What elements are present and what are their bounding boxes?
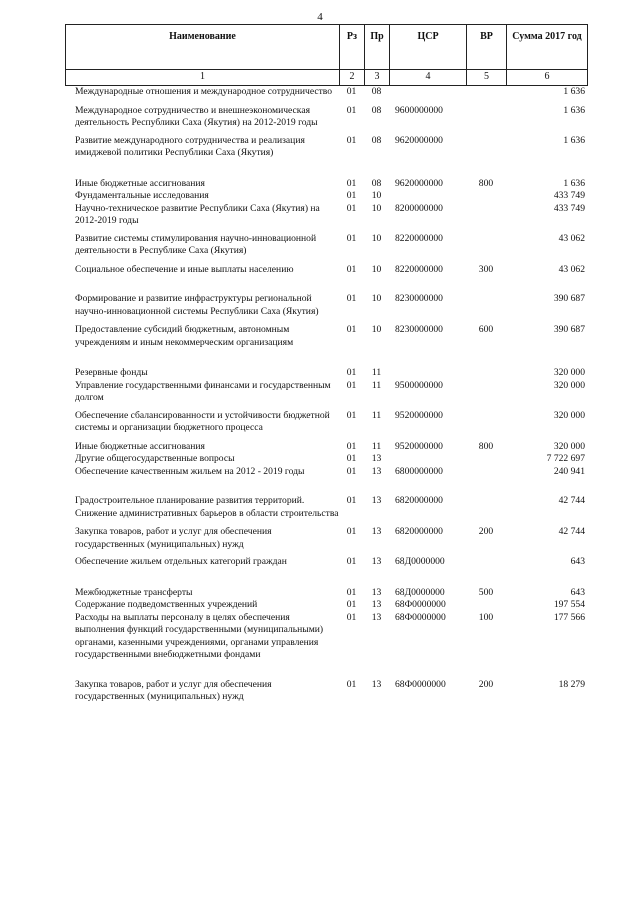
row-rz: 01: [346, 190, 357, 201]
row-csr: [389, 86, 466, 99]
row-sum: 1 636: [563, 134, 585, 146]
row-csr: 6820000000: [395, 495, 443, 506]
table-header: [65, 24, 588, 86]
row-csr: 9620000000: [395, 177, 443, 189]
row-name: Международные отношения и международное сотрудничество: [75, 86, 333, 97]
row-csr: [389, 367, 466, 380]
row-csr: 9620000000: [395, 134, 443, 146]
row-vr: 600: [478, 324, 494, 335]
row-vr: 300: [478, 263, 494, 275]
row-vr: [466, 495, 506, 520]
col-number-1: 1: [66, 70, 340, 86]
row-rz: 01: [346, 495, 357, 506]
table-row: [65, 599, 587, 612]
table-row: [65, 526, 587, 551]
budget-table: [65, 24, 587, 704]
row-csr: 68Д0000000: [395, 556, 445, 567]
row-csr: 8200000000: [395, 202, 443, 214]
row-csr: 8220000000: [395, 263, 443, 275]
row-csr: 8230000000: [395, 324, 443, 335]
table-row: [65, 178, 587, 191]
row-csr: 9520000000: [395, 409, 443, 421]
row-name: Резервные фонды: [75, 367, 148, 378]
row-rz: 01: [346, 440, 357, 452]
row-sum: 18 279: [558, 678, 585, 690]
row-vr: [466, 367, 506, 380]
row-name: Закупка товаров, работ и услуг для обеспечения государственных (муниципальных) нужд: [75, 526, 272, 550]
row-pr: 13: [371, 495, 382, 506]
row-rz: 01: [346, 263, 357, 275]
row-rz: 01: [346, 367, 357, 378]
table-row: [65, 556, 587, 569]
row-sum: 433 749: [553, 202, 585, 214]
row-sum: 43 062: [558, 263, 585, 275]
row-rz: 01: [346, 134, 357, 146]
row-name: Другие общегосударственные вопросы: [75, 453, 235, 464]
row-pr: 11: [371, 440, 382, 452]
header-sum: Сумма 2017 год: [507, 25, 588, 70]
row-sum: 197 554: [553, 599, 585, 610]
row-vr: [466, 105, 506, 130]
row-sum: 390 687: [553, 324, 585, 335]
row-name: Социальное обеспечение и иные выплаты населению: [75, 263, 294, 275]
row-pr: 10: [371, 263, 382, 275]
row-name: Иные бюджетные ассигнования: [75, 177, 205, 189]
row-name: Развитие системы стимулирования научно-инновационной деятельности в Республике Саха (Якутия): [75, 232, 317, 256]
row-csr: 8220000000: [395, 232, 443, 244]
row-name: Управление государственными финансами и государственным долгом: [75, 379, 331, 403]
row-sum: 7 722 697: [546, 453, 585, 464]
table-body: [65, 86, 587, 704]
row-sum: 177 566: [553, 611, 585, 623]
row-name: Научно-техническое развитие Республики Саха (Якутия) на 2012-2019 годы: [75, 202, 320, 226]
row-sum: 240 941: [553, 465, 585, 477]
row-csr: [389, 190, 466, 203]
row-csr: 9500000000: [395, 379, 443, 391]
row-sum: 43 062: [558, 232, 585, 244]
row-vr: [466, 466, 506, 479]
row-sum: 643: [570, 556, 585, 567]
table-row: [65, 367, 587, 380]
header-csr: ЦСР: [390, 25, 467, 70]
row-pr: 13: [371, 526, 382, 537]
row-pr: 08: [371, 177, 382, 189]
row-rz: 01: [346, 409, 357, 421]
row-pr: 13: [371, 453, 382, 464]
row-vr: [466, 410, 506, 435]
row-vr: [466, 556, 506, 569]
col-number-4: 4: [390, 70, 467, 86]
table-row: [65, 380, 587, 405]
row-name: Расходы на выплаты персоналу в целях обеспечения выполнения функций государственными (муниципальными) органами, казенными учреждениями, органами управления государственными внебюджетными фондами: [75, 611, 324, 660]
table-row: [65, 441, 587, 454]
row-rz: 01: [346, 586, 357, 598]
row-rz: 01: [346, 678, 357, 690]
table-row: [65, 612, 587, 662]
row-sum: 320 000: [553, 409, 585, 421]
table-row: [65, 203, 587, 228]
table-row: [65, 190, 587, 203]
row-name: Предоставление субсидий бюджетным, автономным учреждениям и иным некоммерческим организациям: [75, 324, 294, 348]
row-csr: 8230000000: [395, 293, 443, 304]
row-name: Обеспечение качественным жильем на 2012 - 2019 годы: [75, 465, 305, 477]
row-name: Градостроительное планирование развития территорий. Снижение административных барьеров в области строительства: [75, 495, 339, 519]
row-vr: 100: [478, 611, 494, 623]
row-csr: 6820000000: [395, 526, 443, 537]
row-vr: [466, 135, 506, 160]
row-pr: 10: [371, 232, 382, 244]
table-row: [65, 324, 587, 349]
row-vr: 800: [478, 177, 494, 189]
row-sum: 1 636: [563, 177, 585, 189]
table-row: [65, 264, 587, 277]
row-vr: [466, 86, 506, 99]
row-rz: 01: [346, 202, 357, 214]
row-vr: [466, 380, 506, 405]
row-pr: 13: [371, 599, 382, 610]
row-pr: 13: [371, 586, 382, 598]
row-name: Закупка товаров, работ и услуг для обеспечения государственных (муниципальных) нужд: [75, 678, 272, 702]
header-name: Наименование: [66, 25, 340, 70]
row-rz: 01: [346, 324, 357, 335]
table-row: [65, 410, 587, 435]
col-number-5: 5: [467, 70, 507, 86]
row-rz: 01: [346, 379, 357, 391]
page-number: 4: [317, 11, 323, 23]
row-sum: 42 744: [558, 526, 585, 537]
row-csr: [389, 453, 466, 466]
row-pr: 10: [371, 293, 382, 304]
row-vr: 500: [478, 586, 494, 598]
row-pr: 13: [371, 465, 382, 477]
row-pr: 08: [371, 86, 382, 97]
col-number-6: 6: [507, 70, 588, 86]
row-name: Развитие международного сотрудничества и реализация имиджевой политики Республики Саха (Якутия): [75, 134, 305, 158]
row-csr: 6800000000: [395, 465, 443, 477]
row-name: Межбюджетные трансферты: [75, 586, 193, 598]
row-sum: 320 000: [553, 367, 585, 378]
table-row: [65, 86, 587, 99]
row-sum: 643: [570, 586, 585, 598]
col-number-3: 3: [365, 70, 390, 86]
row-name: Иные бюджетные ассигнования: [75, 440, 205, 452]
table-row: [65, 233, 587, 258]
row-pr: 10: [371, 190, 382, 201]
row-vr: 200: [478, 526, 494, 537]
table-row: [65, 293, 587, 318]
row-rz: 01: [346, 556, 357, 567]
table-row: [65, 466, 587, 479]
row-sum: 433 749: [553, 190, 585, 201]
row-name: Обеспечение жильем отдельных категорий граждан: [75, 556, 287, 567]
row-name: Фундаментальные исследования: [75, 190, 209, 201]
row-pr: 13: [371, 556, 382, 567]
table-row: [65, 587, 587, 600]
row-sum: 1 636: [563, 86, 585, 97]
row-sum: 320 000: [553, 379, 585, 391]
row-rz: 01: [346, 526, 357, 537]
row-name: Международное сотрудничество и внешнеэкономическая деятельность Республики Саха (Якутия) на 2012-2019 годы: [75, 104, 318, 128]
row-vr: 200: [478, 678, 494, 690]
row-pr: 08: [371, 134, 382, 146]
table-row: [65, 495, 587, 520]
row-csr: 68Ф0000000: [395, 599, 446, 610]
row-rz: 01: [346, 232, 357, 244]
row-sum: 1 636: [563, 104, 585, 116]
row-pr: 13: [371, 678, 382, 690]
row-pr: 13: [371, 611, 382, 623]
row-rz: 01: [346, 465, 357, 477]
table-row: [65, 453, 587, 466]
row-rz: 01: [346, 599, 357, 610]
row-rz: 01: [346, 611, 357, 623]
row-pr: 10: [371, 324, 382, 335]
row-name: Формирование и развитие инфраструктуры региональной научно-инновационной системы Республики Саха (Якутия): [75, 293, 319, 317]
row-name: Обеспечение сбалансированности и устойчивости бюджетной системы и организации бюджетного процесса: [75, 409, 330, 433]
row-vr: [466, 190, 506, 203]
row-sum: 320 000: [553, 440, 585, 452]
table-row: [65, 135, 587, 160]
row-pr: 08: [371, 104, 382, 116]
row-sum: 390 687: [553, 293, 585, 304]
row-name: Содержание подведомственных учреждений: [75, 599, 258, 610]
row-vr: [466, 599, 506, 612]
row-vr: [466, 453, 506, 466]
row-rz: 01: [346, 453, 357, 464]
row-vr: [466, 233, 506, 258]
table-row: [65, 679, 587, 704]
row-vr: [466, 203, 506, 228]
row-csr: 68Ф0000000: [395, 678, 446, 690]
row-pr: 11: [371, 409, 382, 421]
row-vr: 800: [478, 440, 494, 452]
row-rz: 01: [346, 177, 357, 189]
row-vr: [466, 293, 506, 318]
row-pr: 10: [371, 202, 382, 214]
row-rz: 01: [346, 293, 357, 304]
table-row: [65, 105, 587, 130]
header-rz: Рз: [340, 25, 365, 70]
row-rz: 01: [346, 86, 357, 97]
header-pr: Пр: [365, 25, 390, 70]
col-number-2: 2: [340, 70, 365, 86]
row-csr: 68Д0000000: [395, 586, 445, 598]
row-csr: 68Ф0000000: [395, 611, 446, 623]
row-pr: 11: [371, 367, 382, 378]
header-vr: ВР: [467, 25, 507, 70]
row-pr: 11: [371, 379, 382, 391]
row-csr: 9600000000: [395, 104, 443, 116]
row-sum: 42 744: [558, 495, 585, 506]
row-csr: 9520000000: [395, 440, 443, 452]
row-rz: 01: [346, 104, 357, 116]
